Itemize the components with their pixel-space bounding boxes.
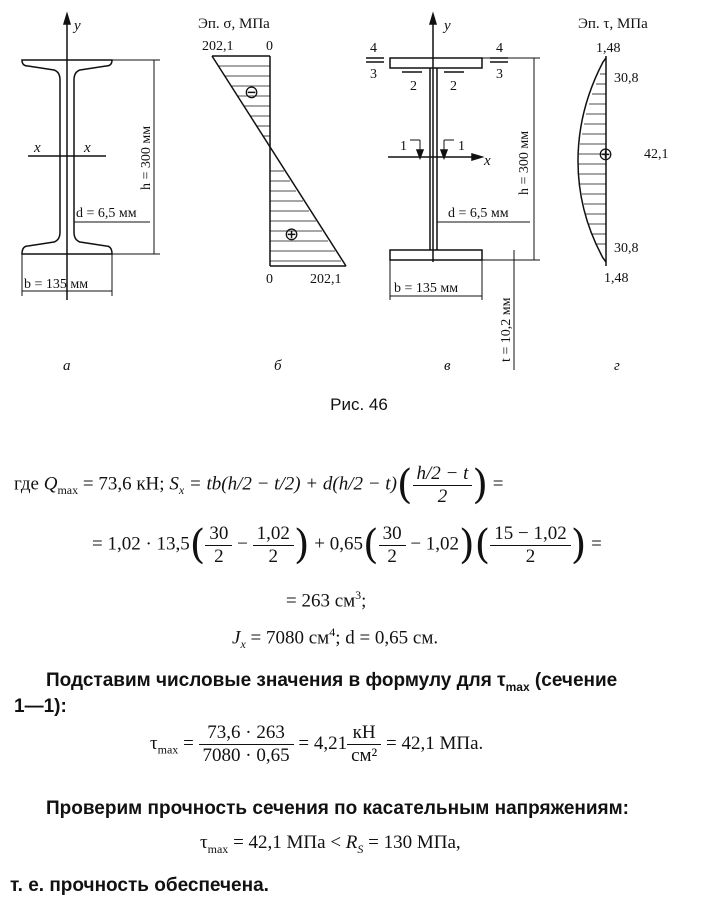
line4-b: ; d = 0,65 см. [335,627,439,649]
sx-expression: = tb(h/2 − t/2) + d(h/2 − t) [184,473,397,495]
tau-mid: = 4,21 [293,732,348,754]
check-tau: τ [200,832,208,853]
line2-f3-den: 2 [387,545,397,567]
line1-eq: = [488,473,504,495]
line2-f4-den: 2 [525,545,536,567]
a-b-label: b = 135 мм [24,277,89,292]
formula-line-4 [232,625,438,652]
paragraph-substitute [46,670,617,694]
check-r-subscript: S [357,841,364,856]
v-num-3-right: 3 [496,67,503,82]
line3-value: = 263 см [286,590,356,612]
panel-b-sigma-diagram [212,56,346,266]
tau-eq: = [178,732,199,754]
line2-f2-den: 2 [268,545,278,567]
sx-frac-den: 2 [437,485,448,507]
tau-formula [150,722,483,767]
v-axis-y: y [444,18,451,34]
b-title: Эп. σ, МПа [198,16,270,32]
para1-b: (сечение [529,670,618,691]
jx-symbol: J [232,627,241,649]
paragraph-substitute-cont: 1—1): [14,696,67,717]
tau-result: = 42,1 МПа. [381,732,484,754]
b-bottom-left-value: 0 [266,272,273,287]
g-value-bottom: 1,48 [604,271,629,286]
v-num-4-left: 4 [370,41,377,56]
v-letter: в [444,358,451,374]
g-value-lower: 30,8 [614,241,639,256]
tau-unit-num: кН [347,722,381,745]
formula-line-2: = 1,02 · 13,5( $\frac{30}{2}$ − $\frac{1,02}{2}$ ) + 0,65( $\frac{30}{2}$ − 1,02)( $\frac{15 - 1,02}{2}$ ) = [92,522,602,568]
line4-sup: 4 [329,625,336,639]
check-formula [200,832,461,857]
tau-unit-den: см² [351,745,378,766]
line2-c: − 1,02 [405,533,460,555]
v-axis-x: x [484,153,491,169]
tau-denominator: 7080 · 0,65 [202,745,290,766]
figure-46 [0,0,718,380]
a-d-label: d = 6,5 мм [76,206,137,221]
line2-f3-num: 30 [379,523,406,546]
a-axis-x-left: x [34,140,41,156]
word-where: где [14,473,39,495]
g-value-mid: 42,1 [644,147,669,162]
line2-a: = 1,02 · 13,5 [92,533,190,555]
tau-subscript: max [157,742,179,757]
sx-frac-num: h/2 − t [413,463,473,486]
g-value-top: 1,48 [596,41,621,56]
formula-line-1: где $Q_{max} = 73,6$ кН; $S_x = tb(h/2 - t/2) + d(h/2 - t)$( $\frac{h/2 - t}{2}$ ) = [14,462,504,508]
b-bottom-right-value: 202,1 [310,272,342,287]
check-r: R [345,832,358,853]
v-h-label: h = 300 мм [517,130,532,195]
tau-numerator: 73,6 · 263 [199,722,294,745]
v-num-4-right: 4 [496,41,503,56]
g-title: Эп. τ, МПа [578,16,648,32]
jx-subscript: x [240,637,246,652]
line3-end: ; [361,590,367,612]
a-axis-x-right: x [84,140,91,156]
line2-f2-num: 1,02 [253,523,294,546]
g-positive-sign: ⊕ [598,144,614,164]
g-letter: г [614,358,620,374]
sx-symbol: S [169,473,179,495]
line2-f1-den: 2 [214,545,224,567]
b-positive-sign: ⊕ [284,224,300,244]
line2-f1-num: 30 [205,523,232,546]
sx-subscript: x [178,483,185,498]
v-num-3-left: 3 [370,67,377,82]
line4-a: = 7080 см [245,627,330,649]
b-top-left-value: 202,1 [202,39,234,54]
a-axis-y: y [74,18,81,34]
b-top-right-value: 0 [266,39,273,54]
check-a: = 42,1 МПа < [228,832,346,853]
check-subscript: max [207,841,229,856]
v-num-1-right: 1 [458,139,465,154]
v-num-2-left: 2 [410,79,417,94]
b-letter: б [274,358,282,374]
v-num-1-left: 1 [400,139,407,154]
figure-caption: Рис. 46 [330,395,388,414]
line2-b: + 0,65 [309,533,363,555]
line2-minus: − [232,533,253,555]
a-letter: а [63,358,71,374]
v-t-label: t = 10,2 мм [499,297,514,362]
para1-a: Подставим числовые значения в формулу для τ [46,670,506,691]
check-b: = 130 МПа, [363,832,461,853]
q-value: = 73,6 кН; [78,473,170,495]
v-d-label: d = 6,5 мм [448,206,509,221]
para1-sub: max [505,679,530,694]
formula-line-3 [286,588,366,612]
line2-eq: = [586,533,602,555]
line3-sup: 3 [355,588,362,602]
paragraph-check: Проверим прочность сечения по касательным напряжениям: [46,798,630,819]
v-num-2-right: 2 [450,79,457,94]
q-symbol: Q [43,473,58,495]
line2-f4-num: 15 − 1,02 [490,523,570,546]
tau-symbol: τ [150,732,158,754]
q-subscript: max [57,483,79,498]
v-b-label: b = 135 мм [394,281,459,296]
a-h-label: h = 300 мм [139,125,154,190]
conclusion: т. е. прочность обеспечена. [10,875,269,896]
g-value-upper: 30,8 [614,71,639,86]
b-negative-sign: ⊖ [244,82,260,102]
